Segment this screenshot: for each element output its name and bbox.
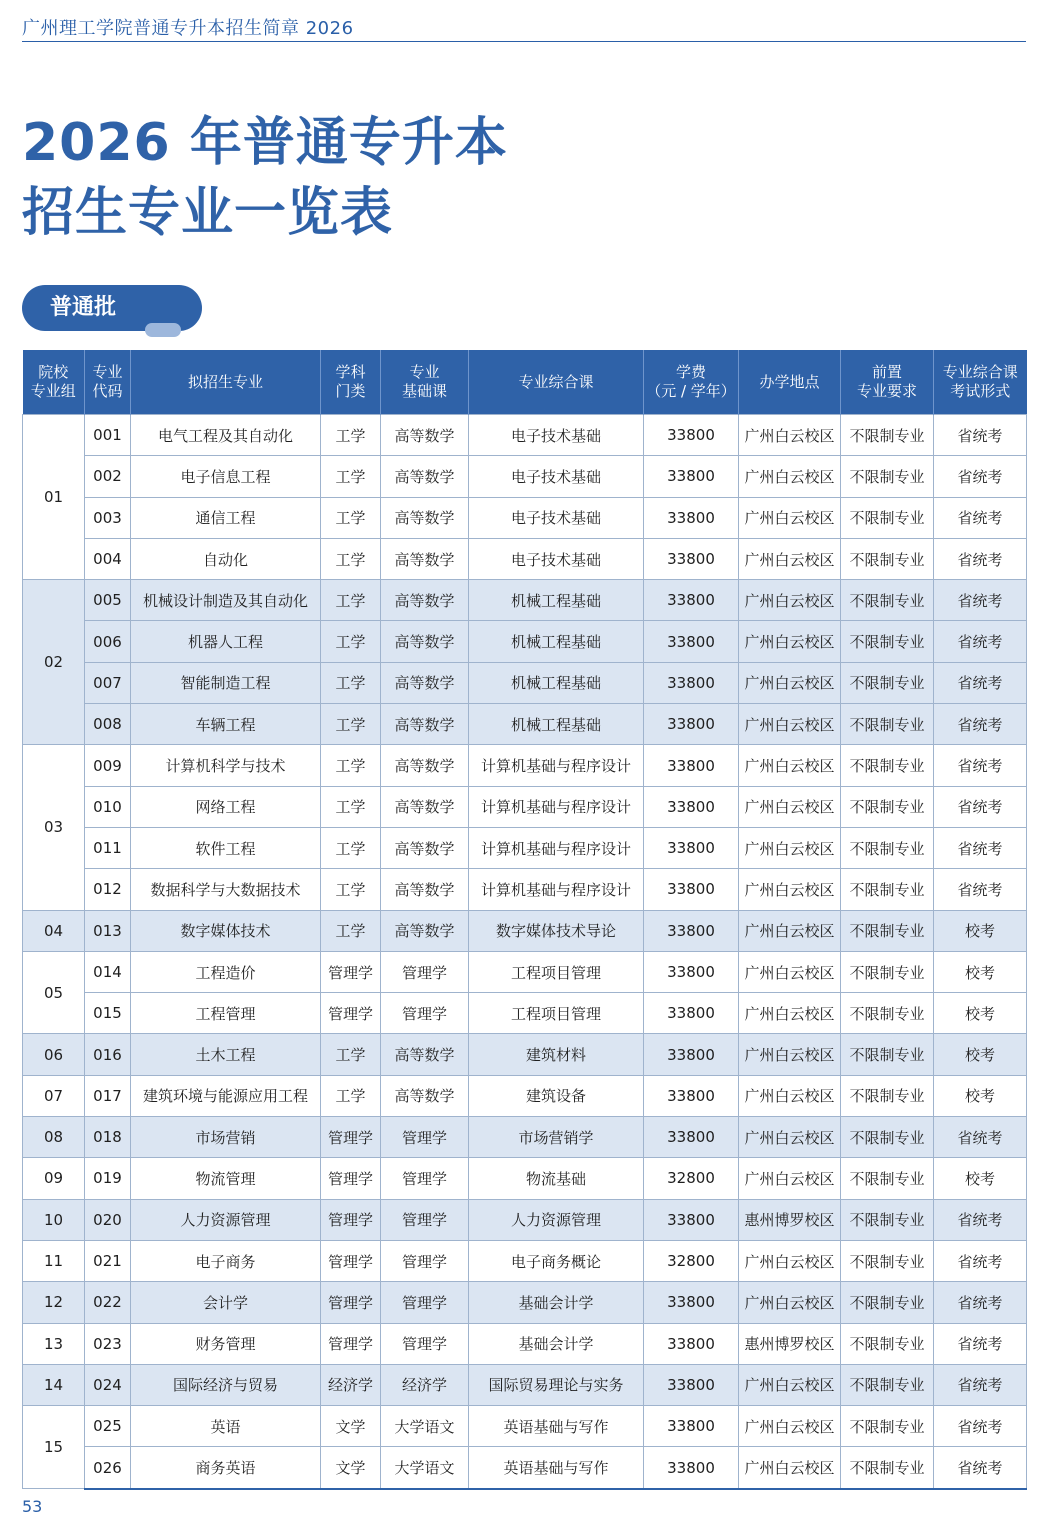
tuition-cell: 33800 <box>644 869 739 910</box>
code-cell: 009 <box>85 745 131 786</box>
batch-decoration <box>145 323 181 337</box>
group-cell: 14 <box>23 1364 85 1405</box>
table-row <box>23 1034 1027 1075</box>
table-row <box>23 1282 1027 1323</box>
major-cell: 土木工程 <box>131 1034 321 1075</box>
major-cell: 财务管理 <box>131 1323 321 1364</box>
discipline-cell: 工学 <box>321 786 381 827</box>
discipline-cell: 管理学 <box>321 1323 381 1364</box>
major-cell: 网络工程 <box>131 786 321 827</box>
header-cell-basic-course: 专业 基础课 <box>381 350 469 415</box>
code-cell: 003 <box>85 497 131 538</box>
campus-cell: 广州白云校区 <box>739 869 841 910</box>
table-row <box>23 993 1027 1034</box>
discipline-cell: 工学 <box>321 456 381 497</box>
tuition-cell: 33800 <box>644 1075 739 1116</box>
exam-form-cell: 省统考 <box>934 1323 1027 1364</box>
page-title <box>22 108 508 248</box>
header-cell-code: 专业 代码 <box>85 350 131 415</box>
major-cell: 机械设计制造及其自动化 <box>131 580 321 621</box>
discipline-cell: 工学 <box>321 415 381 456</box>
campus-cell: 广州白云校区 <box>739 1282 841 1323</box>
table-row <box>23 621 1027 662</box>
prerequisite-cell: 不限制专业 <box>841 1075 934 1116</box>
exam-form-cell: 省统考 <box>934 538 1027 579</box>
comprehensive-course-cell: 英语基础与写作 <box>469 1406 644 1447</box>
basic-course-cell: 高等数学 <box>381 456 469 497</box>
table-row <box>23 827 1027 868</box>
major-cell: 电子商务 <box>131 1240 321 1281</box>
comprehensive-course-cell: 机械工程基础 <box>469 621 644 662</box>
basic-course-cell: 高等数学 <box>381 538 469 579</box>
basic-course-cell: 大学语文 <box>381 1406 469 1447</box>
header-cell-comprehensive-course: 专业综合课 <box>469 350 644 415</box>
major-cell: 计算机科学与技术 <box>131 745 321 786</box>
campus-cell: 广州白云校区 <box>739 745 841 786</box>
basic-course-cell: 高等数学 <box>381 745 469 786</box>
exam-form-cell: 省统考 <box>934 827 1027 868</box>
table-body <box>23 415 1027 1489</box>
major-cell: 会计学 <box>131 1282 321 1323</box>
basic-course-cell: 高等数学 <box>381 704 469 745</box>
exam-form-cell: 省统考 <box>934 456 1027 497</box>
code-cell: 005 <box>85 580 131 621</box>
major-cell: 物流管理 <box>131 1158 321 1199</box>
table-row <box>23 456 1027 497</box>
major-cell: 通信工程 <box>131 497 321 538</box>
table-row <box>23 745 1027 786</box>
tuition-cell: 33800 <box>644 497 739 538</box>
prerequisite-cell: 不限制专业 <box>841 580 934 621</box>
campus-cell: 广州白云校区 <box>739 993 841 1034</box>
basic-course-cell: 高等数学 <box>381 827 469 868</box>
exam-form-cell: 省统考 <box>934 1240 1027 1281</box>
exam-form-cell: 省统考 <box>934 1406 1027 1447</box>
table-row <box>23 910 1027 951</box>
tuition-cell: 33800 <box>644 456 739 497</box>
header-cell-major: 拟招生专业 <box>131 350 321 415</box>
group-cell: 13 <box>23 1323 85 1364</box>
table-row <box>23 1323 1027 1364</box>
basic-course-cell: 高等数学 <box>381 869 469 910</box>
campus-cell: 广州白云校区 <box>739 827 841 868</box>
exam-form-cell: 省统考 <box>934 1447 1027 1489</box>
code-cell: 025 <box>85 1406 131 1447</box>
basic-course-cell: 管理学 <box>381 1199 469 1240</box>
comprehensive-course-cell: 计算机基础与程序设计 <box>469 786 644 827</box>
comprehensive-course-cell: 工程项目管理 <box>469 993 644 1034</box>
campus-cell: 广州白云校区 <box>739 951 841 992</box>
basic-course-cell: 高等数学 <box>381 910 469 951</box>
discipline-cell: 工学 <box>321 910 381 951</box>
prerequisite-cell: 不限制专业 <box>841 456 934 497</box>
table-row <box>23 662 1027 703</box>
comprehensive-course-cell: 电子技术基础 <box>469 456 644 497</box>
group-cell: 09 <box>23 1158 85 1199</box>
discipline-cell: 工学 <box>321 1034 381 1075</box>
group-cell: 06 <box>23 1034 85 1075</box>
comprehensive-course-cell: 数字媒体技术导论 <box>469 910 644 951</box>
major-cell: 数字媒体技术 <box>131 910 321 951</box>
exam-form-cell: 省统考 <box>934 1117 1027 1158</box>
page-title-line-1: 2026 年普通专升本 <box>22 113 508 173</box>
basic-course-cell: 管理学 <box>381 1158 469 1199</box>
prerequisite-cell: 不限制专业 <box>841 1158 934 1199</box>
comprehensive-course-cell: 英语基础与写作 <box>469 1447 644 1489</box>
comprehensive-course-cell: 基础会计学 <box>469 1282 644 1323</box>
code-cell: 004 <box>85 538 131 579</box>
discipline-cell: 管理学 <box>321 1117 381 1158</box>
tuition-cell: 33800 <box>644 993 739 1034</box>
tuition-cell: 33800 <box>644 1406 739 1447</box>
group-cell: 05 <box>23 951 85 1034</box>
prerequisite-cell: 不限制专业 <box>841 415 934 456</box>
campus-cell: 广州白云校区 <box>739 1406 841 1447</box>
exam-form-cell: 省统考 <box>934 415 1027 456</box>
campus-cell: 广州白云校区 <box>739 1364 841 1405</box>
exam-form-cell: 省统考 <box>934 1199 1027 1240</box>
basic-course-cell: 高等数学 <box>381 786 469 827</box>
group-cell: 11 <box>23 1240 85 1281</box>
table-row <box>23 1075 1027 1116</box>
exam-form-cell: 省统考 <box>934 621 1027 662</box>
major-cell: 智能制造工程 <box>131 662 321 703</box>
table-row <box>23 1158 1027 1199</box>
basic-course-cell: 管理学 <box>381 951 469 992</box>
code-cell: 007 <box>85 662 131 703</box>
campus-cell: 广州白云校区 <box>739 456 841 497</box>
code-cell: 001 <box>85 415 131 456</box>
comprehensive-course-cell: 建筑材料 <box>469 1034 644 1075</box>
major-cell: 软件工程 <box>131 827 321 868</box>
tuition-cell: 33800 <box>644 1323 739 1364</box>
campus-cell: 广州白云校区 <box>739 497 841 538</box>
code-cell: 023 <box>85 1323 131 1364</box>
header-cell-tuition: 学费 （元 / 学年） <box>644 350 739 415</box>
comprehensive-course-cell: 国际贸易理论与实务 <box>469 1364 644 1405</box>
code-cell: 015 <box>85 993 131 1034</box>
prerequisite-cell: 不限制专业 <box>841 1117 934 1158</box>
tuition-cell: 33800 <box>644 951 739 992</box>
campus-cell: 广州白云校区 <box>739 1447 841 1489</box>
comprehensive-course-cell: 电子商务概论 <box>469 1240 644 1281</box>
discipline-cell: 工学 <box>321 745 381 786</box>
comprehensive-course-cell: 机械工程基础 <box>469 662 644 703</box>
tuition-cell: 33800 <box>644 1364 739 1405</box>
tuition-cell: 33800 <box>644 1447 739 1489</box>
campus-cell: 广州白云校区 <box>739 415 841 456</box>
major-cell: 英语 <box>131 1406 321 1447</box>
table-row <box>23 415 1027 456</box>
header-cell-prerequisite: 前置 专业要求 <box>841 350 934 415</box>
header-cell-discipline: 学科 门类 <box>321 350 381 415</box>
discipline-cell: 管理学 <box>321 951 381 992</box>
table-row <box>23 951 1027 992</box>
discipline-cell: 工学 <box>321 827 381 868</box>
table-row <box>23 1199 1027 1240</box>
basic-course-cell: 高等数学 <box>381 497 469 538</box>
basic-course-cell: 高等数学 <box>381 1075 469 1116</box>
comprehensive-course-cell: 基础会计学 <box>469 1323 644 1364</box>
page-title-line-2: 招生专业一览表 <box>22 183 394 243</box>
discipline-cell: 管理学 <box>321 1282 381 1323</box>
discipline-cell: 工学 <box>321 869 381 910</box>
basic-course-cell: 高等数学 <box>381 621 469 662</box>
prerequisite-cell: 不限制专业 <box>841 1199 934 1240</box>
prerequisite-cell: 不限制专业 <box>841 704 934 745</box>
comprehensive-course-cell: 计算机基础与程序设计 <box>469 827 644 868</box>
campus-cell: 广州白云校区 <box>739 538 841 579</box>
discipline-cell: 工学 <box>321 704 381 745</box>
table-row <box>23 580 1027 621</box>
prerequisite-cell: 不限制专业 <box>841 910 934 951</box>
campus-cell: 惠州博罗校区 <box>739 1323 841 1364</box>
campus-cell: 广州白云校区 <box>739 1240 841 1281</box>
header-cell-campus: 办学地点 <box>739 350 841 415</box>
exam-form-cell: 校考 <box>934 951 1027 992</box>
exam-form-cell: 校考 <box>934 993 1027 1034</box>
comprehensive-course-cell: 计算机基础与程序设计 <box>469 869 644 910</box>
comprehensive-course-cell: 物流基础 <box>469 1158 644 1199</box>
comprehensive-course-cell: 工程项目管理 <box>469 951 644 992</box>
code-cell: 006 <box>85 621 131 662</box>
basic-course-cell: 管理学 <box>381 993 469 1034</box>
discipline-cell: 管理学 <box>321 1199 381 1240</box>
major-cell: 人力资源管理 <box>131 1199 321 1240</box>
prerequisite-cell: 不限制专业 <box>841 1282 934 1323</box>
discipline-cell: 文学 <box>321 1406 381 1447</box>
batch-label: 普通批 <box>22 285 202 331</box>
header-title: 广州理工学院普通专升本招生简章 2026 <box>22 18 354 39</box>
header-cell-exam-form: 专业综合课 考试形式 <box>934 350 1027 415</box>
discipline-cell: 经济学 <box>321 1364 381 1405</box>
comprehensive-course-cell: 计算机基础与程序设计 <box>469 745 644 786</box>
exam-form-cell: 省统考 <box>934 869 1027 910</box>
prerequisite-cell: 不限制专业 <box>841 538 934 579</box>
basic-course-cell: 管理学 <box>381 1323 469 1364</box>
tuition-cell: 33800 <box>644 621 739 662</box>
exam-form-cell: 校考 <box>934 1034 1027 1075</box>
group-cell: 01 <box>23 415 85 580</box>
discipline-cell: 工学 <box>321 1075 381 1116</box>
code-cell: 014 <box>85 951 131 992</box>
prerequisite-cell: 不限制专业 <box>841 1447 934 1489</box>
basic-course-cell: 经济学 <box>381 1364 469 1405</box>
prerequisite-cell: 不限制专业 <box>841 745 934 786</box>
campus-cell: 惠州博罗校区 <box>739 1199 841 1240</box>
code-cell: 021 <box>85 1240 131 1281</box>
group-cell: 08 <box>23 1117 85 1158</box>
tuition-cell: 33800 <box>644 704 739 745</box>
major-cell: 机器人工程 <box>131 621 321 662</box>
basic-course-cell: 管理学 <box>381 1240 469 1281</box>
code-cell: 020 <box>85 1199 131 1240</box>
campus-cell: 广州白云校区 <box>739 662 841 703</box>
code-cell: 018 <box>85 1117 131 1158</box>
campus-cell: 广州白云校区 <box>739 704 841 745</box>
tuition-cell: 32800 <box>644 1240 739 1281</box>
header-divider <box>22 41 1026 42</box>
tuition-cell: 32800 <box>644 1158 739 1199</box>
major-cell: 工程造价 <box>131 951 321 992</box>
exam-form-cell: 省统考 <box>934 580 1027 621</box>
comprehensive-course-cell: 机械工程基础 <box>469 580 644 621</box>
discipline-cell: 管理学 <box>321 993 381 1034</box>
basic-course-cell: 管理学 <box>381 1117 469 1158</box>
group-cell: 15 <box>23 1406 85 1489</box>
prerequisite-cell: 不限制专业 <box>841 497 934 538</box>
major-cell: 自动化 <box>131 538 321 579</box>
table-header-row <box>23 350 1027 415</box>
prerequisite-cell: 不限制专业 <box>841 1034 934 1075</box>
comprehensive-course-cell: 电子技术基础 <box>469 497 644 538</box>
tuition-cell: 33800 <box>644 1199 739 1240</box>
campus-cell: 广州白云校区 <box>739 1117 841 1158</box>
table-row <box>23 1117 1027 1158</box>
campus-cell: 广州白云校区 <box>739 1158 841 1199</box>
prerequisite-cell: 不限制专业 <box>841 1406 934 1447</box>
majors-table <box>22 350 1027 1490</box>
code-cell: 002 <box>85 456 131 497</box>
major-cell: 数据科学与大数据技术 <box>131 869 321 910</box>
exam-form-cell: 校考 <box>934 1075 1027 1116</box>
code-cell: 008 <box>85 704 131 745</box>
prerequisite-cell: 不限制专业 <box>841 827 934 868</box>
campus-cell: 广州白云校区 <box>739 580 841 621</box>
major-cell: 车辆工程 <box>131 704 321 745</box>
exam-form-cell: 省统考 <box>934 1282 1027 1323</box>
discipline-cell: 工学 <box>321 621 381 662</box>
discipline-cell: 文学 <box>321 1447 381 1489</box>
tuition-cell: 33800 <box>644 538 739 579</box>
campus-cell: 广州白云校区 <box>739 786 841 827</box>
page-number: 53 <box>22 1497 43 1516</box>
table-row <box>23 704 1027 745</box>
table-row <box>23 497 1027 538</box>
table-row <box>23 1447 1027 1489</box>
prerequisite-cell: 不限制专业 <box>841 662 934 703</box>
group-cell: 12 <box>23 1282 85 1323</box>
tuition-cell: 33800 <box>644 1282 739 1323</box>
major-cell: 市场营销 <box>131 1117 321 1158</box>
discipline-cell: 工学 <box>321 662 381 703</box>
code-cell: 012 <box>85 869 131 910</box>
major-cell: 商务英语 <box>131 1447 321 1489</box>
discipline-cell: 工学 <box>321 497 381 538</box>
prerequisite-cell: 不限制专业 <box>841 621 934 662</box>
exam-form-cell: 校考 <box>934 1158 1027 1199</box>
major-cell: 电子信息工程 <box>131 456 321 497</box>
prerequisite-cell: 不限制专业 <box>841 786 934 827</box>
basic-course-cell: 高等数学 <box>381 1034 469 1075</box>
discipline-cell: 管理学 <box>321 1158 381 1199</box>
major-cell: 工程管理 <box>131 993 321 1034</box>
campus-cell: 广州白云校区 <box>739 1034 841 1075</box>
group-cell: 02 <box>23 580 85 745</box>
comprehensive-course-cell: 市场营销学 <box>469 1117 644 1158</box>
comprehensive-course-cell: 机械工程基础 <box>469 704 644 745</box>
basic-course-cell: 大学语文 <box>381 1447 469 1489</box>
code-cell: 022 <box>85 1282 131 1323</box>
exam-form-cell: 省统考 <box>934 497 1027 538</box>
table-row <box>23 1364 1027 1405</box>
code-cell: 017 <box>85 1075 131 1116</box>
tuition-cell: 33800 <box>644 580 739 621</box>
exam-form-cell: 省统考 <box>934 1364 1027 1405</box>
comprehensive-course-cell: 电子技术基础 <box>469 538 644 579</box>
tuition-cell: 33800 <box>644 415 739 456</box>
code-cell: 019 <box>85 1158 131 1199</box>
group-cell: 10 <box>23 1199 85 1240</box>
basic-course-cell: 管理学 <box>381 1282 469 1323</box>
prerequisite-cell: 不限制专业 <box>841 869 934 910</box>
table-row <box>23 1240 1027 1281</box>
exam-form-cell: 省统考 <box>934 704 1027 745</box>
tuition-cell: 33800 <box>644 745 739 786</box>
discipline-cell: 工学 <box>321 538 381 579</box>
exam-form-cell: 省统考 <box>934 786 1027 827</box>
prerequisite-cell: 不限制专业 <box>841 993 934 1034</box>
campus-cell: 广州白云校区 <box>739 1075 841 1116</box>
tuition-cell: 33800 <box>644 827 739 868</box>
table-row <box>23 869 1027 910</box>
tuition-cell: 33800 <box>644 1117 739 1158</box>
basic-course-cell: 高等数学 <box>381 415 469 456</box>
prerequisite-cell: 不限制专业 <box>841 951 934 992</box>
discipline-cell: 工学 <box>321 580 381 621</box>
basic-course-cell: 高等数学 <box>381 580 469 621</box>
code-cell: 011 <box>85 827 131 868</box>
tuition-cell: 33800 <box>644 910 739 951</box>
comprehensive-course-cell: 电子技术基础 <box>469 415 644 456</box>
discipline-cell: 管理学 <box>321 1240 381 1281</box>
group-cell: 07 <box>23 1075 85 1116</box>
prerequisite-cell: 不限制专业 <box>841 1323 934 1364</box>
code-cell: 026 <box>85 1447 131 1489</box>
major-cell: 建筑环境与能源应用工程 <box>131 1075 321 1116</box>
exam-form-cell: 省统考 <box>934 662 1027 703</box>
comprehensive-course-cell: 建筑设备 <box>469 1075 644 1116</box>
table-row <box>23 786 1027 827</box>
code-cell: 010 <box>85 786 131 827</box>
tuition-cell: 33800 <box>644 1034 739 1075</box>
prerequisite-cell: 不限制专业 <box>841 1364 934 1405</box>
tuition-cell: 33800 <box>644 786 739 827</box>
exam-form-cell: 校考 <box>934 910 1027 951</box>
exam-form-cell: 省统考 <box>934 745 1027 786</box>
campus-cell: 广州白云校区 <box>739 910 841 951</box>
comprehensive-course-cell: 人力资源管理 <box>469 1199 644 1240</box>
campus-cell: 广州白云校区 <box>739 621 841 662</box>
code-cell: 013 <box>85 910 131 951</box>
header-cell-group: 院校 专业组 <box>23 350 85 415</box>
table-row <box>23 1406 1027 1447</box>
basic-course-cell: 高等数学 <box>381 662 469 703</box>
major-cell: 电气工程及其自动化 <box>131 415 321 456</box>
table-row <box>23 538 1027 579</box>
prerequisite-cell: 不限制专业 <box>841 1240 934 1281</box>
code-cell: 024 <box>85 1364 131 1405</box>
group-cell: 03 <box>23 745 85 910</box>
group-cell: 04 <box>23 910 85 951</box>
tuition-cell: 33800 <box>644 662 739 703</box>
major-cell: 国际经济与贸易 <box>131 1364 321 1405</box>
code-cell: 016 <box>85 1034 131 1075</box>
